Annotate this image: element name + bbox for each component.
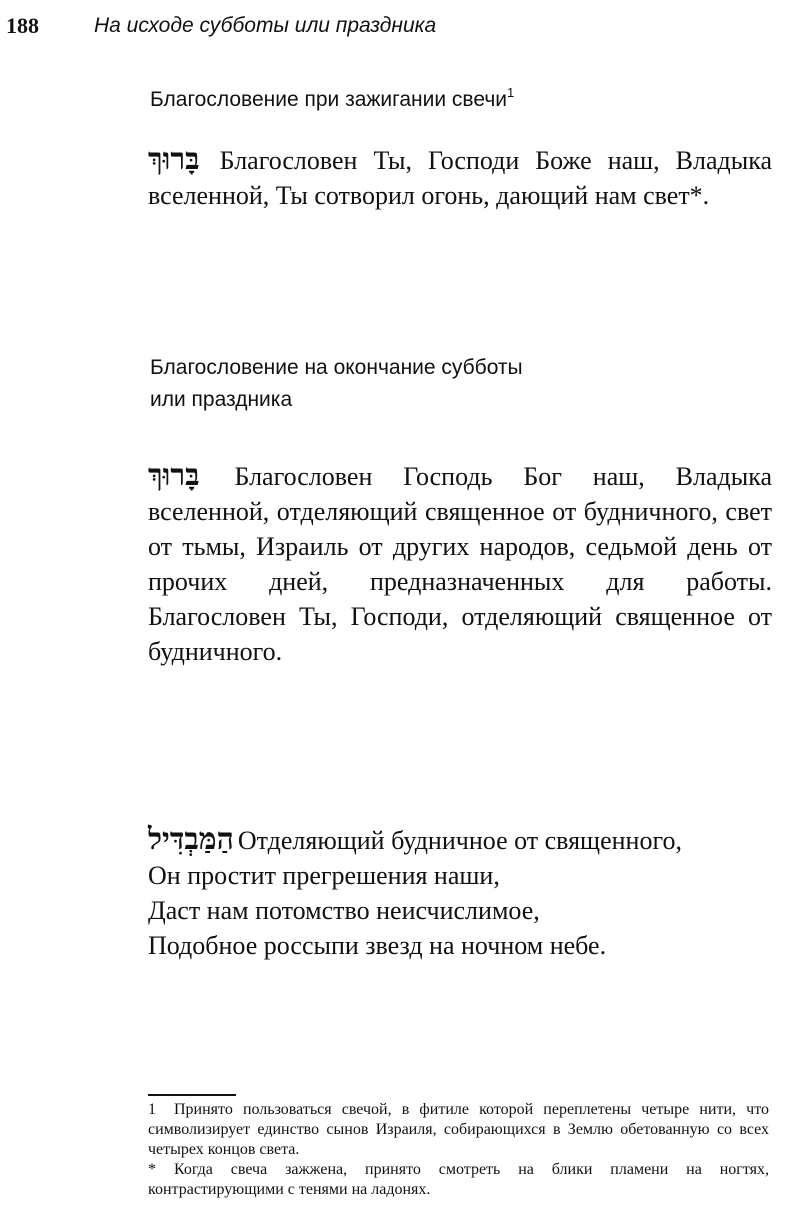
footnote-1-text: Принято пользоваться свечой, в фитиле которой переплетены четыре нити, что символизирует единство сынов Израиля, собирающихся в Землю обетованную со всех четырех концов света. <box>148 1101 769 1158</box>
footnote-1 <box>148 1100 769 1160</box>
havdalah-blessing-text <box>148 458 772 669</box>
candle-blessing-heading-text: Благословение при зажигании свечи <box>150 88 508 111</box>
footnote-2 <box>148 1160 769 1200</box>
hebrew-baruch-1: בָּרוּךְ <box>148 142 200 177</box>
running-head: На исходе субботы или праздника <box>94 14 437 37</box>
candle-blessing-heading <box>150 84 514 116</box>
hamavdil-hymn <box>148 822 772 963</box>
footnote-1-mark: 1 <box>148 1101 156 1118</box>
footnote-2-text: Когда свеча зажжена, принято смотреть на блики пламени на ногтях, контрастирующими с тенями на ладонях. <box>148 1161 769 1198</box>
page-number: 188 <box>6 13 39 38</box>
footnote-separator <box>148 1094 236 1096</box>
hebrew-baruch-2: בָּרוּךְ <box>148 458 200 493</box>
candle-blessing-text <box>148 142 772 213</box>
hymn-line-1-text: Отделяющий будничное от священного, <box>237 826 682 855</box>
hymn-line-2: Он простит прегрешения наши, <box>148 861 500 890</box>
havdalah-blessing-body: Благословен Господь Бог наш, Владыка вселенной, отделяющий священное от будничного, свет от тьмы, Израиль от других народов, седьмой день от прочих дней, предназначенных для работы. Благословен Ты, Господи, отделяющий священное от будничного. <box>148 462 772 666</box>
havdalah-heading-line-2: или праздника <box>150 388 293 411</box>
footnote-ref-1: 1 <box>507 85 515 100</box>
havdalah-heading-line-1: Благословение на окончание субботы <box>150 356 523 379</box>
hymn-line-1 <box>148 822 772 858</box>
footnotes <box>148 1100 769 1200</box>
hymn-line-3: Даст нам потомство неисчислимое, <box>148 896 540 925</box>
candle-blessing-body: Благословен Ты, Господи Боже наш, Владыка вселенной, Ты сотворил огонь, дающий нам свет*. <box>148 146 773 210</box>
hymn-line-4: Подобное россыпи звезд на ночном небе. <box>148 931 607 960</box>
havdalah-blessing-heading <box>150 352 523 416</box>
hebrew-hamavdil: הַמַּבְדִּיל <box>148 822 234 857</box>
footnote-2-mark: * <box>148 1161 156 1178</box>
